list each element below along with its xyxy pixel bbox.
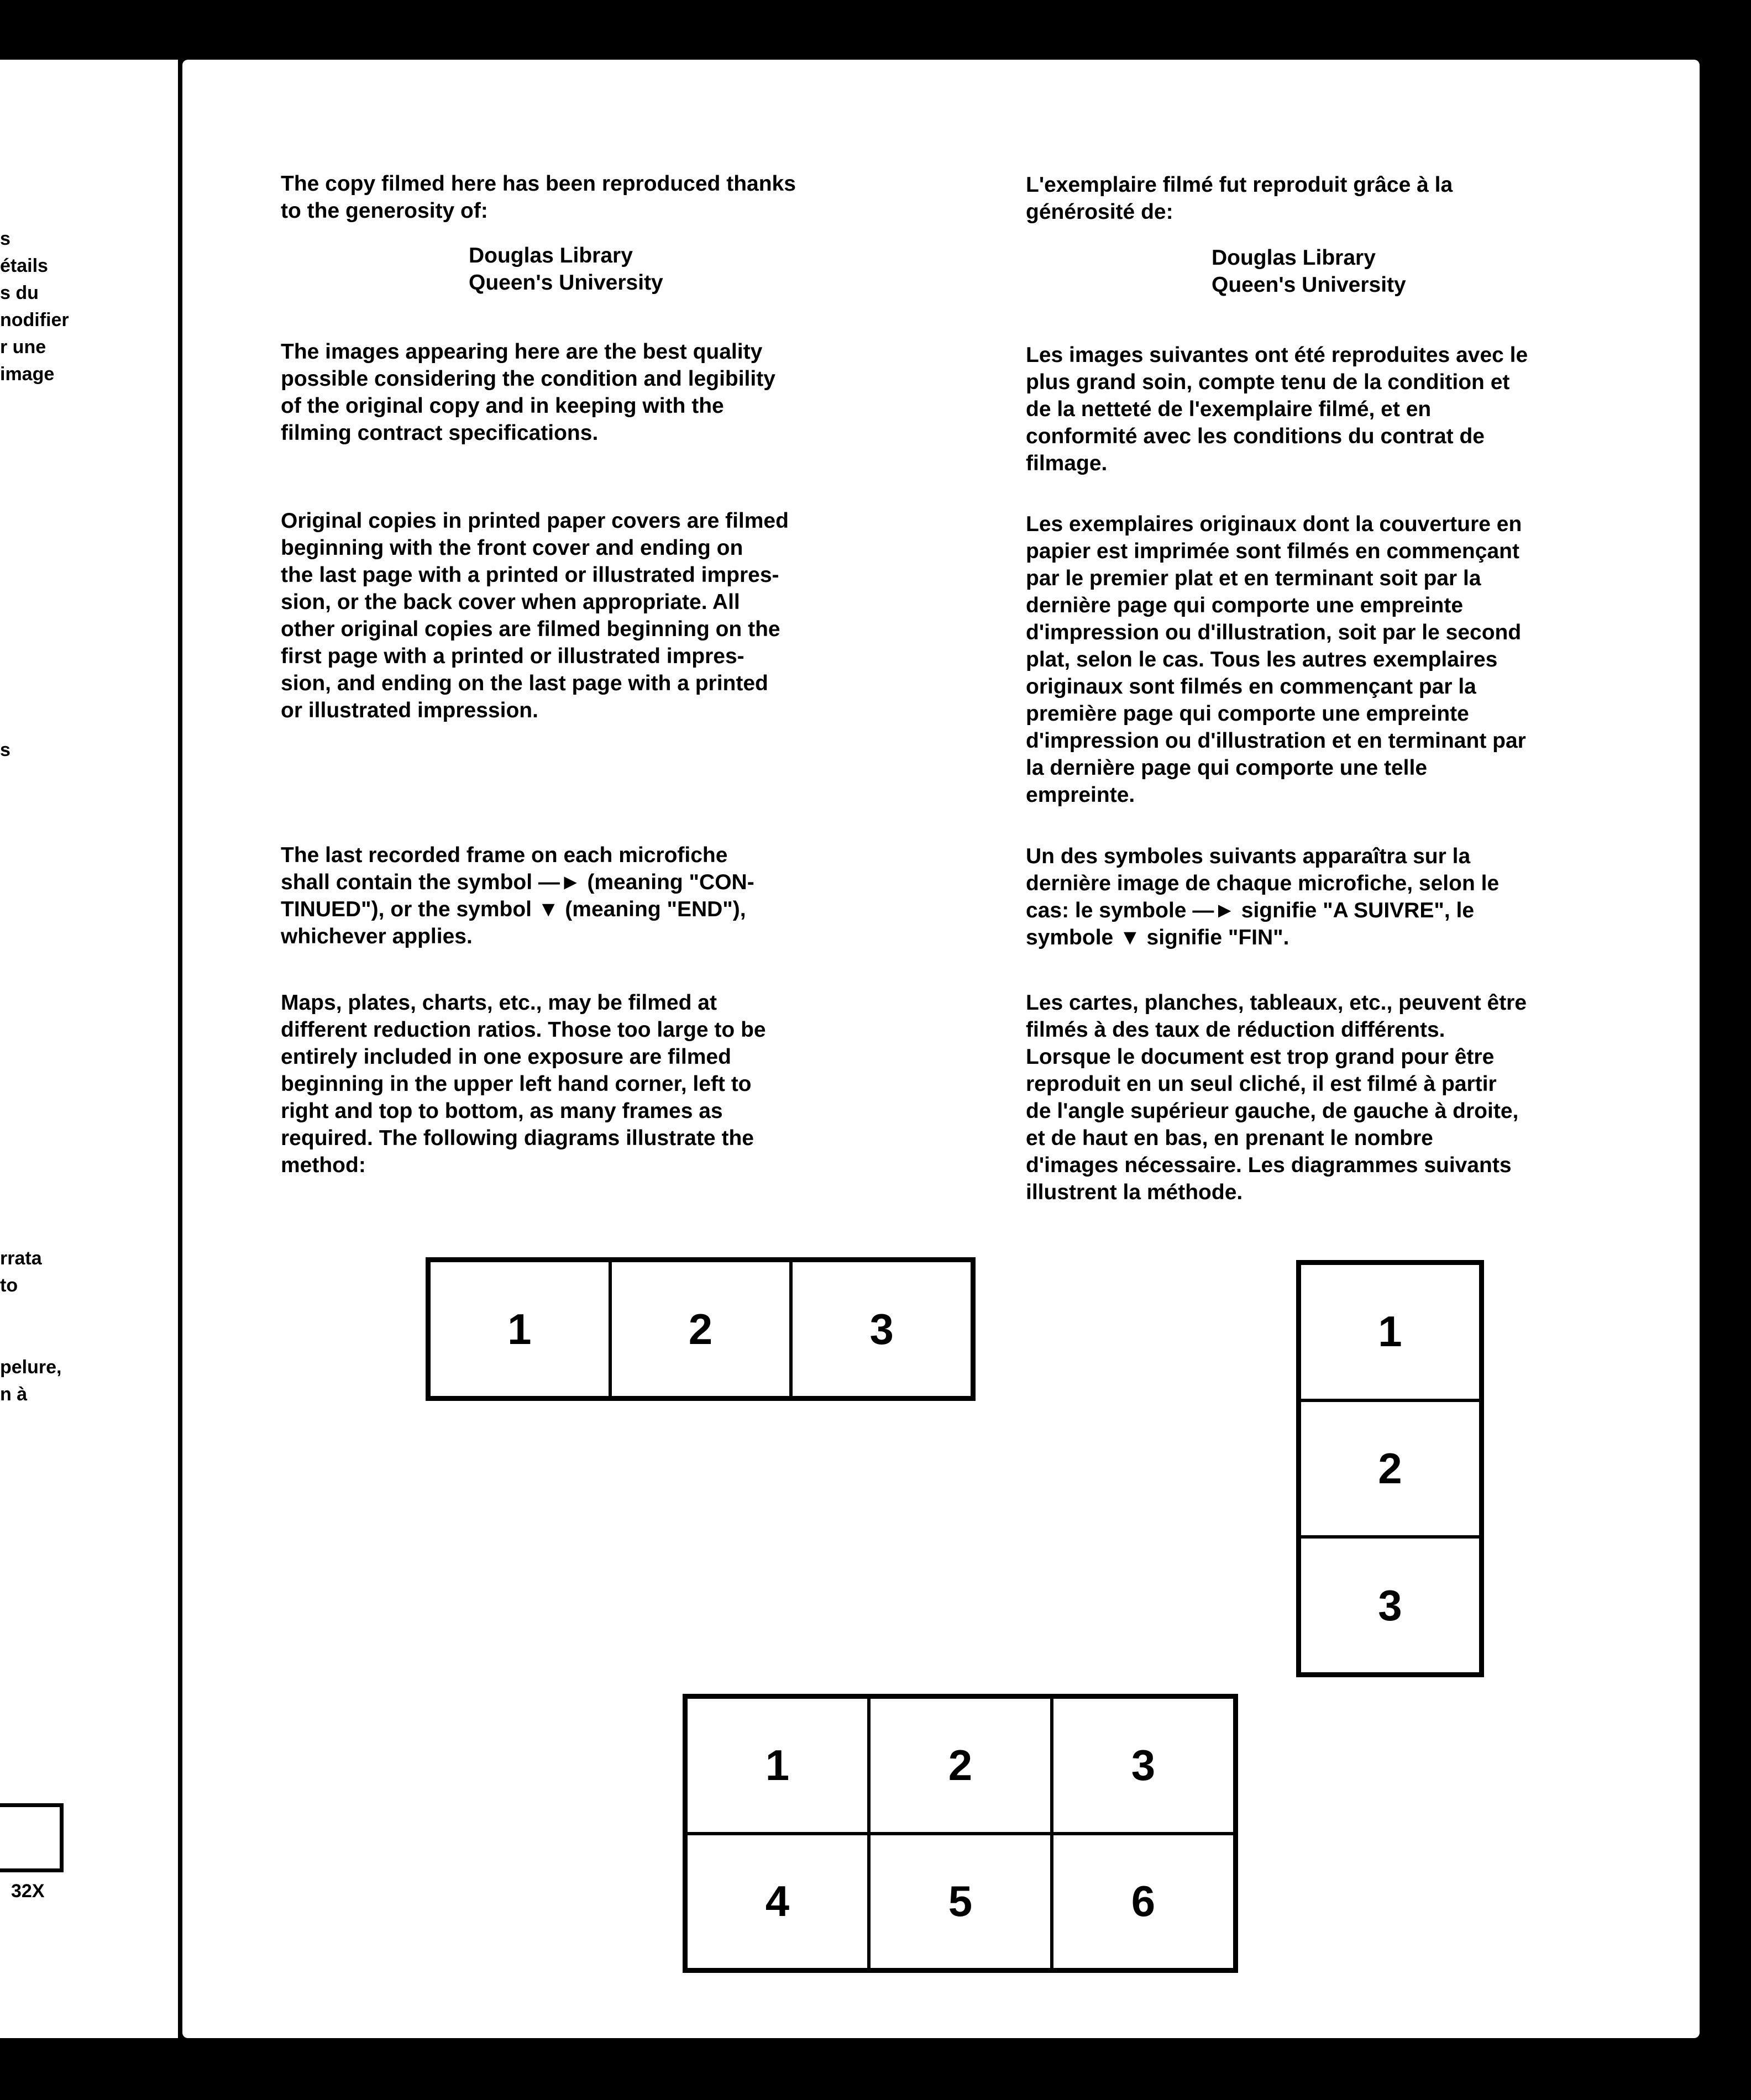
margin-fragment: pelure, xyxy=(0,1357,62,1378)
frame-cell: 2 xyxy=(1299,1400,1481,1537)
grid-frame-diagram xyxy=(683,1694,1238,1973)
frame-cell: 2 xyxy=(610,1261,791,1398)
english-paragraph-quality: The images appearing here are the best quality possible considering the condition and legibility of the original copy and in keeping with the filming contract specifications. xyxy=(281,340,775,445)
french-paragraph-maps: Les cartes, planches, tableaux, etc., peuvent être filmés à des taux de réduction différents. Lorsque le document est trop grand pour être reproduit en un seul cliché, il est filmé à partir de l'angle supérieur gauche, de gauche à droite, et de haut en bas, en prenant le nombre d'images nécessaire. Les diagrammes suivants illustrent la méthode. xyxy=(1026,991,1527,1204)
frame-cell: 1 xyxy=(429,1261,610,1398)
frame-cell: 1 xyxy=(1299,1263,1481,1400)
french-paragraph-originals: Les exemplaires originaux dont la couverture en papier est imprimée sont filmés en commençant par le premier plat et en terminant soit par la dernière page qui comporte une empreinte d'impression ou d'illustration, soit par le second plat, selon le cas. Tous les autres exemplaires originaux sont filmés en commençant par la première page qui comporte une empreinte d'impression ou d'illustration et en terminant par la dernière page qui comporte une telle empreinte. xyxy=(1026,512,1526,807)
frame-cell: 3 xyxy=(1052,1697,1235,1834)
frame-cell: 6 xyxy=(1052,1834,1235,1970)
english-intro: The copy filmed here has been reproduced thanks to the generosity of: xyxy=(281,172,796,223)
margin-fragment: s xyxy=(0,739,11,760)
french-paragraph-symbols: Un des symboles suivants apparaîtra sur la dernière image de chaque microfiche, selon le cas: le symbole ―► signifie "A SUIVRE", le symbole ▼ signifie "FIN". xyxy=(1026,844,1500,949)
english-paragraph-maps: Maps, plates, charts, etc., may be filmed at different reduction ratios. Those too large to be entirely included in one exposure are filmed beginning in the upper left hand corner, left to right and top to bottom, as many frames as required. The following diagrams illustrate the method: xyxy=(281,991,766,1177)
margin-fragment: r une xyxy=(0,337,46,358)
margin-fragment: to xyxy=(0,1275,18,1296)
margin-fragment: image xyxy=(0,364,55,385)
frame-cell: 1 xyxy=(686,1697,869,1834)
margin-fragment: n à xyxy=(0,1384,28,1405)
margin-fragment: nodifier xyxy=(0,309,69,330)
english-institution: Douglas Library Queen's University xyxy=(469,244,663,295)
reduction-ratio-label: 32X xyxy=(11,1881,45,1902)
frame-cell: 4 xyxy=(686,1834,869,1970)
frame-cell: 2 xyxy=(869,1697,1052,1834)
frame-cell: 5 xyxy=(869,1834,1052,1970)
english-paragraph-originals: Original copies in printed paper covers are filmed beginning with the front cover and ending on the last page with a printed or illustrated impres- sion, or the back cover when appropriate. All other original copies are filmed beginning on the first page with a printed or illustrated impres- sion, and ending on the last page with a printed or illustrated impression. xyxy=(281,509,789,722)
frame-cell: 3 xyxy=(791,1261,972,1398)
french-paragraph-quality: Les images suivantes ont été reproduites avec le plus grand soin, compte tenu de la condition et de la netteté de l'exemplaire filmé, et en conformité avec les conditions du contrat de filmage. xyxy=(1026,343,1528,475)
margin-fragment: rrata xyxy=(0,1248,42,1269)
french-intro: L'exemplaire filmé fut reproduit grâce à la générosité de: xyxy=(1026,173,1453,224)
resolution-target-box xyxy=(0,1803,64,1872)
margin-fragment: s xyxy=(0,228,11,249)
french-institution: Douglas Library Queen's University xyxy=(1212,246,1406,297)
margin-fragment: s du xyxy=(0,282,39,303)
previous-page-strip xyxy=(0,60,178,2038)
vertical-frame-diagram xyxy=(1296,1260,1484,1677)
margin-fragment: étails xyxy=(0,255,48,276)
frame-cell: 3 xyxy=(1299,1537,1481,1674)
english-paragraph-symbols: The last recorded frame on each microfiche shall contain the symbol ―► (meaning "CON- TINUED"), or the symbol ▼ (meaning "END"), whichever applies. xyxy=(281,843,754,948)
horizontal-frame-diagram xyxy=(426,1257,976,1401)
